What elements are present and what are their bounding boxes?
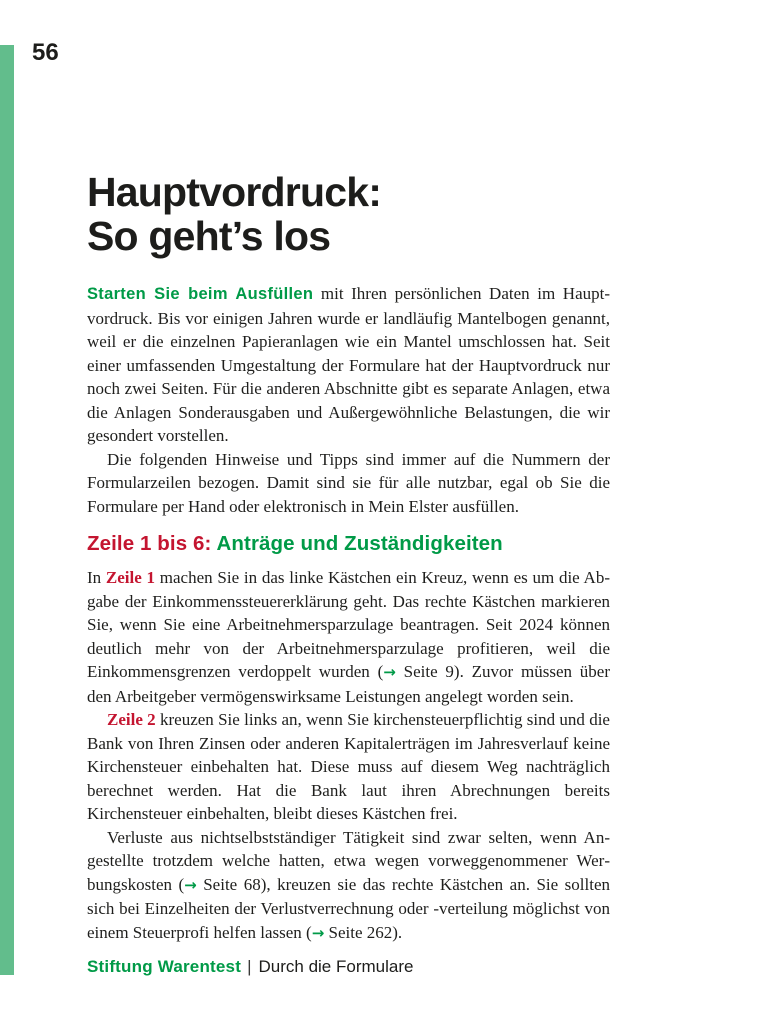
section-heading [87,531,610,557]
sidebar-accent-bar [0,45,14,975]
page-title [87,170,381,258]
lead-in-text: Starten Sie beim Ausfüllen [87,285,314,303]
line-reference: Zeile 1 [105,568,156,587]
paragraph [87,448,610,519]
paragraph [87,708,610,826]
body-text-run: In [87,568,106,587]
body-text-run: mit Ihren persönlichen Daten im Hauptvordruck. Bis vor einigen Jahren wurde er landläufig Mantelbogen genannt, weil er die einzelnen Papieranlagen wie ein Mantel umschlossen hat. Seit einer umfassenden Umgestaltung der Formulare hat der Hauptvordruck nur noch zwei Seiten. Für die anderen Abschnitte gibt es separate Anlagen, etwa die Anlagen Sonderausgaben und Außergewöhnliche Belastungen, die wir gesondert vorstellen. [87,284,611,445]
footer-section-title: Durch die Formulare [258,957,414,976]
section-heading-topic: Anträge und Zuständigkeiten [216,532,503,555]
page-reference-arrow-icon: → [383,663,396,681]
page-title-line-1: Hauptvordruck: [87,169,382,215]
body-text-run: machen Sie in das linke Kästchen ein Kreuz, wenn es um die Abgabe der Einkommenssteuererklärung geht. Das rechte Kästchen markieren Sie, wenn Sie eine Arbeitnehmersparzulage beantragen. Seit 2024 können deutlich mehr von der Arbeitnehmersparzulage profitieren, weil die Einkommensgrenzen verdoppelt wurden ( [87,568,610,681]
page-footer [87,956,413,978]
page-title-line-2: So geht’s los [87,213,331,259]
paragraph [87,282,610,448]
page-number: 56 [32,39,59,66]
paragraph [87,566,610,708]
article-body [87,282,610,945]
line-reference: Zeile 2 [107,710,156,729]
footer-brand: Stiftung Warentest [87,957,242,976]
body-text-run: Seite 9). Zuvor müssen über den Arbeitgeber vermögenswirksame Leistungen angelegt worden sein. [87,662,611,706]
body-text-run: Seite 262). [324,922,403,942]
body-text-run: Seite 68), kreuzen sie das rechte Kästchen an. Sie sollten sich bei Einzelheiten der Verlustverrechnung oder -verteilung möglichst von einem Steuerprofi helfen lassen ( [87,874,610,942]
body-text-run: kreuzen Sie links an, wenn Sie kirchensteuerpflichtig sind und die Bank von Ihren Zinsen oder anderen Kapitalerträgen im Jahresverlauf keine Kirchensteuer einbehalten hat. Diese muss auf diesem Weg nachträglich berechnet werden. Hat die Bank laut ihren Abrechnungen bereits Kirchensteuer einbehalten, bleibt dieses Kästchen frei. [87,710,610,823]
paragraph [87,826,610,946]
body-text-run: Verluste aus nichtselbstständiger Tätigkeit sind zwar selten, wenn Angestellte trotzdem welche hatten, etwa wegen vorweggenommener Werbungskosten ( [87,827,610,894]
footer-separator: | [247,957,252,976]
section-heading-line-range: Zeile 1 bis 6: [87,532,217,555]
page-reference-arrow-icon: → [184,875,197,894]
body-text-run: Die folgenden Hinweise und Tipps sind immer auf die Nummern der Formularzeilen bezogen. Damit sind sie für alle nutzbar, egal ob Sie die Formulare per Hand oder elektronisch in Mein Elster ausfüllen. [87,449,610,516]
page-reference-arrow-icon: → [311,923,325,942]
